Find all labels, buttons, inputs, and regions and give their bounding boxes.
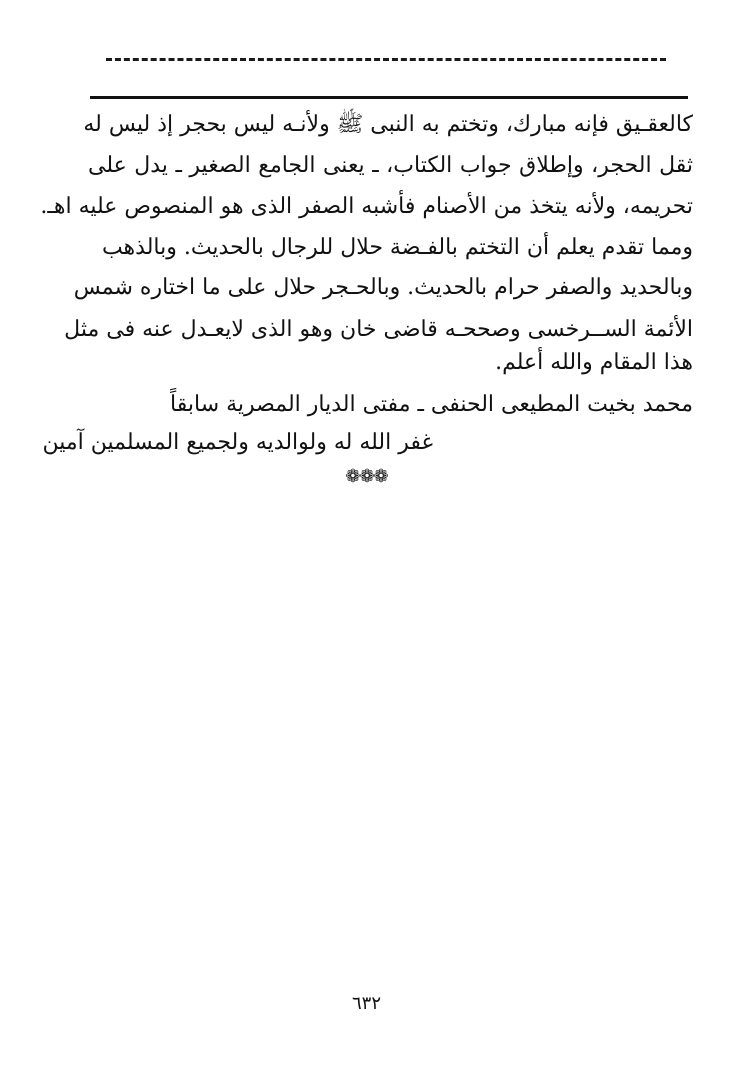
prayer-line: غفر الله له ولوالديه ولجميع المسلمين آمين bbox=[42, 430, 433, 455]
text-line-1: كالعقـيق فإنه مبارك، وتختم به النبى ﷺ ولأنـه ليس بحجر إذ ليس له bbox=[83, 112, 693, 137]
signature-line: محمد بخيت المطيعى الحنفى ـ مفتى الديار المصرية سابقاً bbox=[170, 392, 693, 417]
top-dashed-rule bbox=[106, 58, 666, 61]
text-line-4: ومما تقدم يعلم أن التختم بالفـضة حلال للرجال بالحديث. وبالذهب bbox=[101, 235, 693, 260]
top-solid-rule bbox=[90, 96, 688, 99]
page-number: ٦٣٢ bbox=[351, 993, 381, 1014]
text-line-3: تحريمه، ولأنه يتخذ من الأصنام فأشبه الصفر الذى هو المنصوص عليه اهـ. bbox=[40, 194, 693, 219]
text-line-7: هذا المقام والله أعلم. bbox=[495, 350, 693, 375]
text-line-2: ثقل الحجر، وإطلاق جواب الكتاب، ـ يعنى الجامع الصغير ـ يدل على bbox=[88, 153, 693, 178]
text-line-6: الأئمة الســرخسى وصححـه قاضى خان وهو الذى لايعـدل عنه فى مثل bbox=[64, 317, 693, 342]
text-line-5: وبالحديد والصفر حرام بالحديث. وبالحـجر حلال على ما اختاره شمس bbox=[73, 275, 693, 300]
section-ornament: ❁❁❁ bbox=[345, 466, 388, 487]
